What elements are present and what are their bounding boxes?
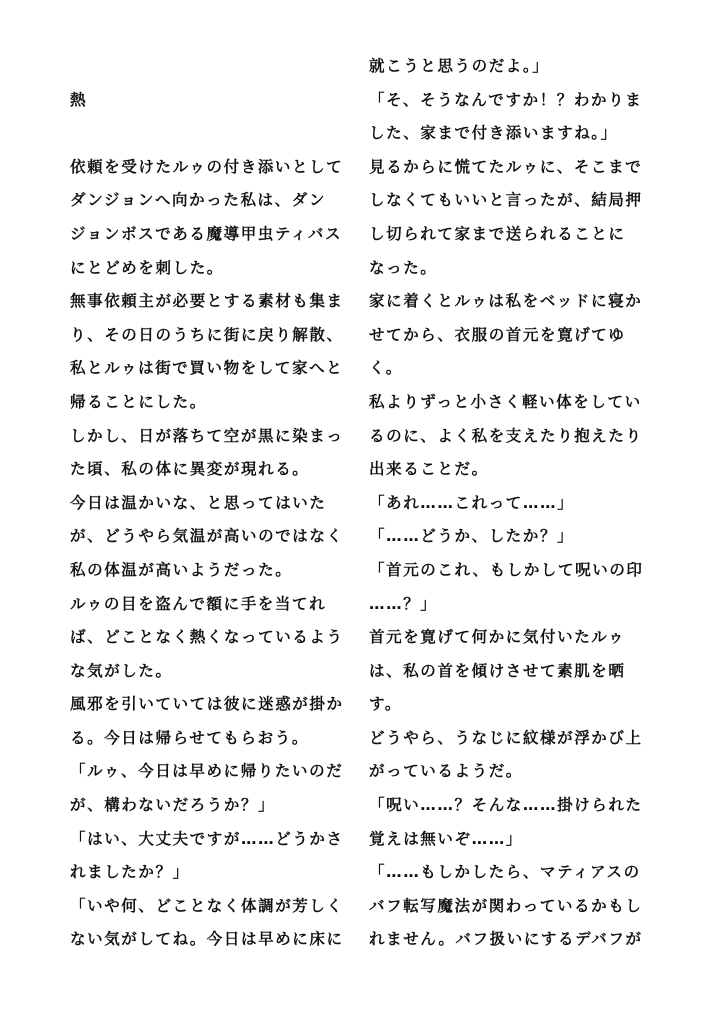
right-text-line: 私よりずっと小さく軽い体をしてい bbox=[369, 392, 642, 411]
right-text-column bbox=[369, 50, 644, 957]
left-text-line: 依頼を受けたルゥの付き添いとして bbox=[70, 157, 344, 176]
left-text-line: 風邪を引いていては彼に迷惑が掛か bbox=[70, 695, 344, 714]
right-text-line: す。 bbox=[369, 695, 402, 714]
chapter-title: 熱 bbox=[70, 90, 88, 109]
left-text-line: 私の体温が高いようだった。 bbox=[70, 560, 293, 579]
right-text-line: ……？」 bbox=[369, 594, 438, 613]
left-text-line: 今日は温かいな、と思ってはいた bbox=[70, 493, 327, 512]
left-text-line: 無事依頼主が必要とする素材も集ま bbox=[70, 292, 344, 311]
left-text-line: た頃、私の体に異変が現れる。 bbox=[70, 460, 310, 479]
right-text-line: 「そ、そうなんですか！？わかりま bbox=[369, 90, 643, 109]
left-text-line: ない気がしてね。今日は早めに床に bbox=[70, 930, 344, 949]
right-text-line: 「……もしかしたら、マティアスの bbox=[369, 863, 641, 882]
right-text-line: 「首元のこれ、もしかして呪いの印 bbox=[369, 560, 644, 579]
blank-line bbox=[70, 50, 338, 84]
left-text-line: にとどめを刺した。 bbox=[70, 258, 224, 277]
right-text-line: 首元を寛げて何かに気付いたルゥ bbox=[369, 628, 626, 647]
left-text-line: る。今日は帰らせてもらおう。 bbox=[70, 728, 309, 747]
left-text-line: が、構わないだろうか？」 bbox=[70, 796, 276, 815]
right-text-line: 「あれ……これって……」 bbox=[369, 493, 575, 512]
right-text-line: 覚えは無いぞ……」 bbox=[369, 829, 523, 848]
right-text-line: 「呪い……？そんな……掛けられた bbox=[369, 796, 643, 815]
right-text-line: は、私の首を傾けさせて素肌を晒 bbox=[369, 661, 626, 680]
blank-line bbox=[70, 117, 338, 151]
left-text-line: 帰ることにした。 bbox=[70, 392, 207, 411]
left-text-column bbox=[70, 50, 344, 957]
right-text-line: 出来ることだ。 bbox=[369, 460, 489, 479]
right-text-line: 家に着くとルゥは私をベッドに寝か bbox=[369, 292, 643, 311]
left-text-line: ダンジョンへ向かった私は、ダン bbox=[70, 191, 327, 210]
right-text-line: く。 bbox=[369, 359, 403, 378]
right-text-line: なった。 bbox=[369, 258, 438, 277]
right-text-line: バフ転写魔法が関わっているかもし bbox=[369, 896, 643, 915]
left-text-line: な気がした。 bbox=[70, 661, 173, 680]
left-text-line: 私とルゥは街で買い物をして家へと bbox=[70, 359, 344, 378]
left-text-line: 「はい、大丈夫ですが……どうかさ bbox=[70, 829, 344, 848]
right-text-line: した、家まで付き添いますね。」 bbox=[369, 124, 618, 143]
right-text-line: れません。バフ扱いにするデバフが bbox=[369, 930, 643, 949]
right-text-line: 見るからに慌てたルゥに、そこまで bbox=[369, 157, 643, 176]
left-text-line: が、どうやら気温が高いのではなく bbox=[70, 527, 344, 546]
left-text-line: り、その日のうちに街に戻り解散、 bbox=[70, 325, 344, 344]
left-text-line: ジョンボスである魔導甲虫ティバス bbox=[70, 224, 343, 243]
right-text-line: どうやら、うなじに紋様が浮かび上 bbox=[369, 728, 643, 747]
left-text-line: しかし、日が落ちて空が黒に染まっ bbox=[70, 426, 344, 445]
right-text-line: 就こうと思うのだよ。」 bbox=[369, 57, 550, 75]
right-text-line: るのに、よく私を支えたり抱えたり bbox=[369, 426, 643, 445]
right-text-line: がっているようだ。 bbox=[369, 762, 523, 781]
right-text-line: しなくてもいいと言ったが、結局押 bbox=[369, 191, 643, 210]
right-text-line: せてから、衣服の首元を寛げてゆ bbox=[369, 325, 626, 344]
left-text-line: ルゥの目を盗んで額に手を当てれ bbox=[70, 594, 327, 613]
right-text-line: 「……どうか、したか？」 bbox=[369, 527, 575, 546]
left-text-line: ば、どことなく熱くなっているよう bbox=[70, 628, 344, 647]
left-text-line: 「いや何、どことなく体調が芳しく bbox=[70, 896, 344, 915]
right-text-line: し切られて家まで送られることに bbox=[369, 224, 626, 243]
left-text-line: れましたか？」 bbox=[70, 863, 190, 882]
left-text-line: 「ルゥ、今日は早めに帰りたいのだ bbox=[70, 762, 344, 781]
